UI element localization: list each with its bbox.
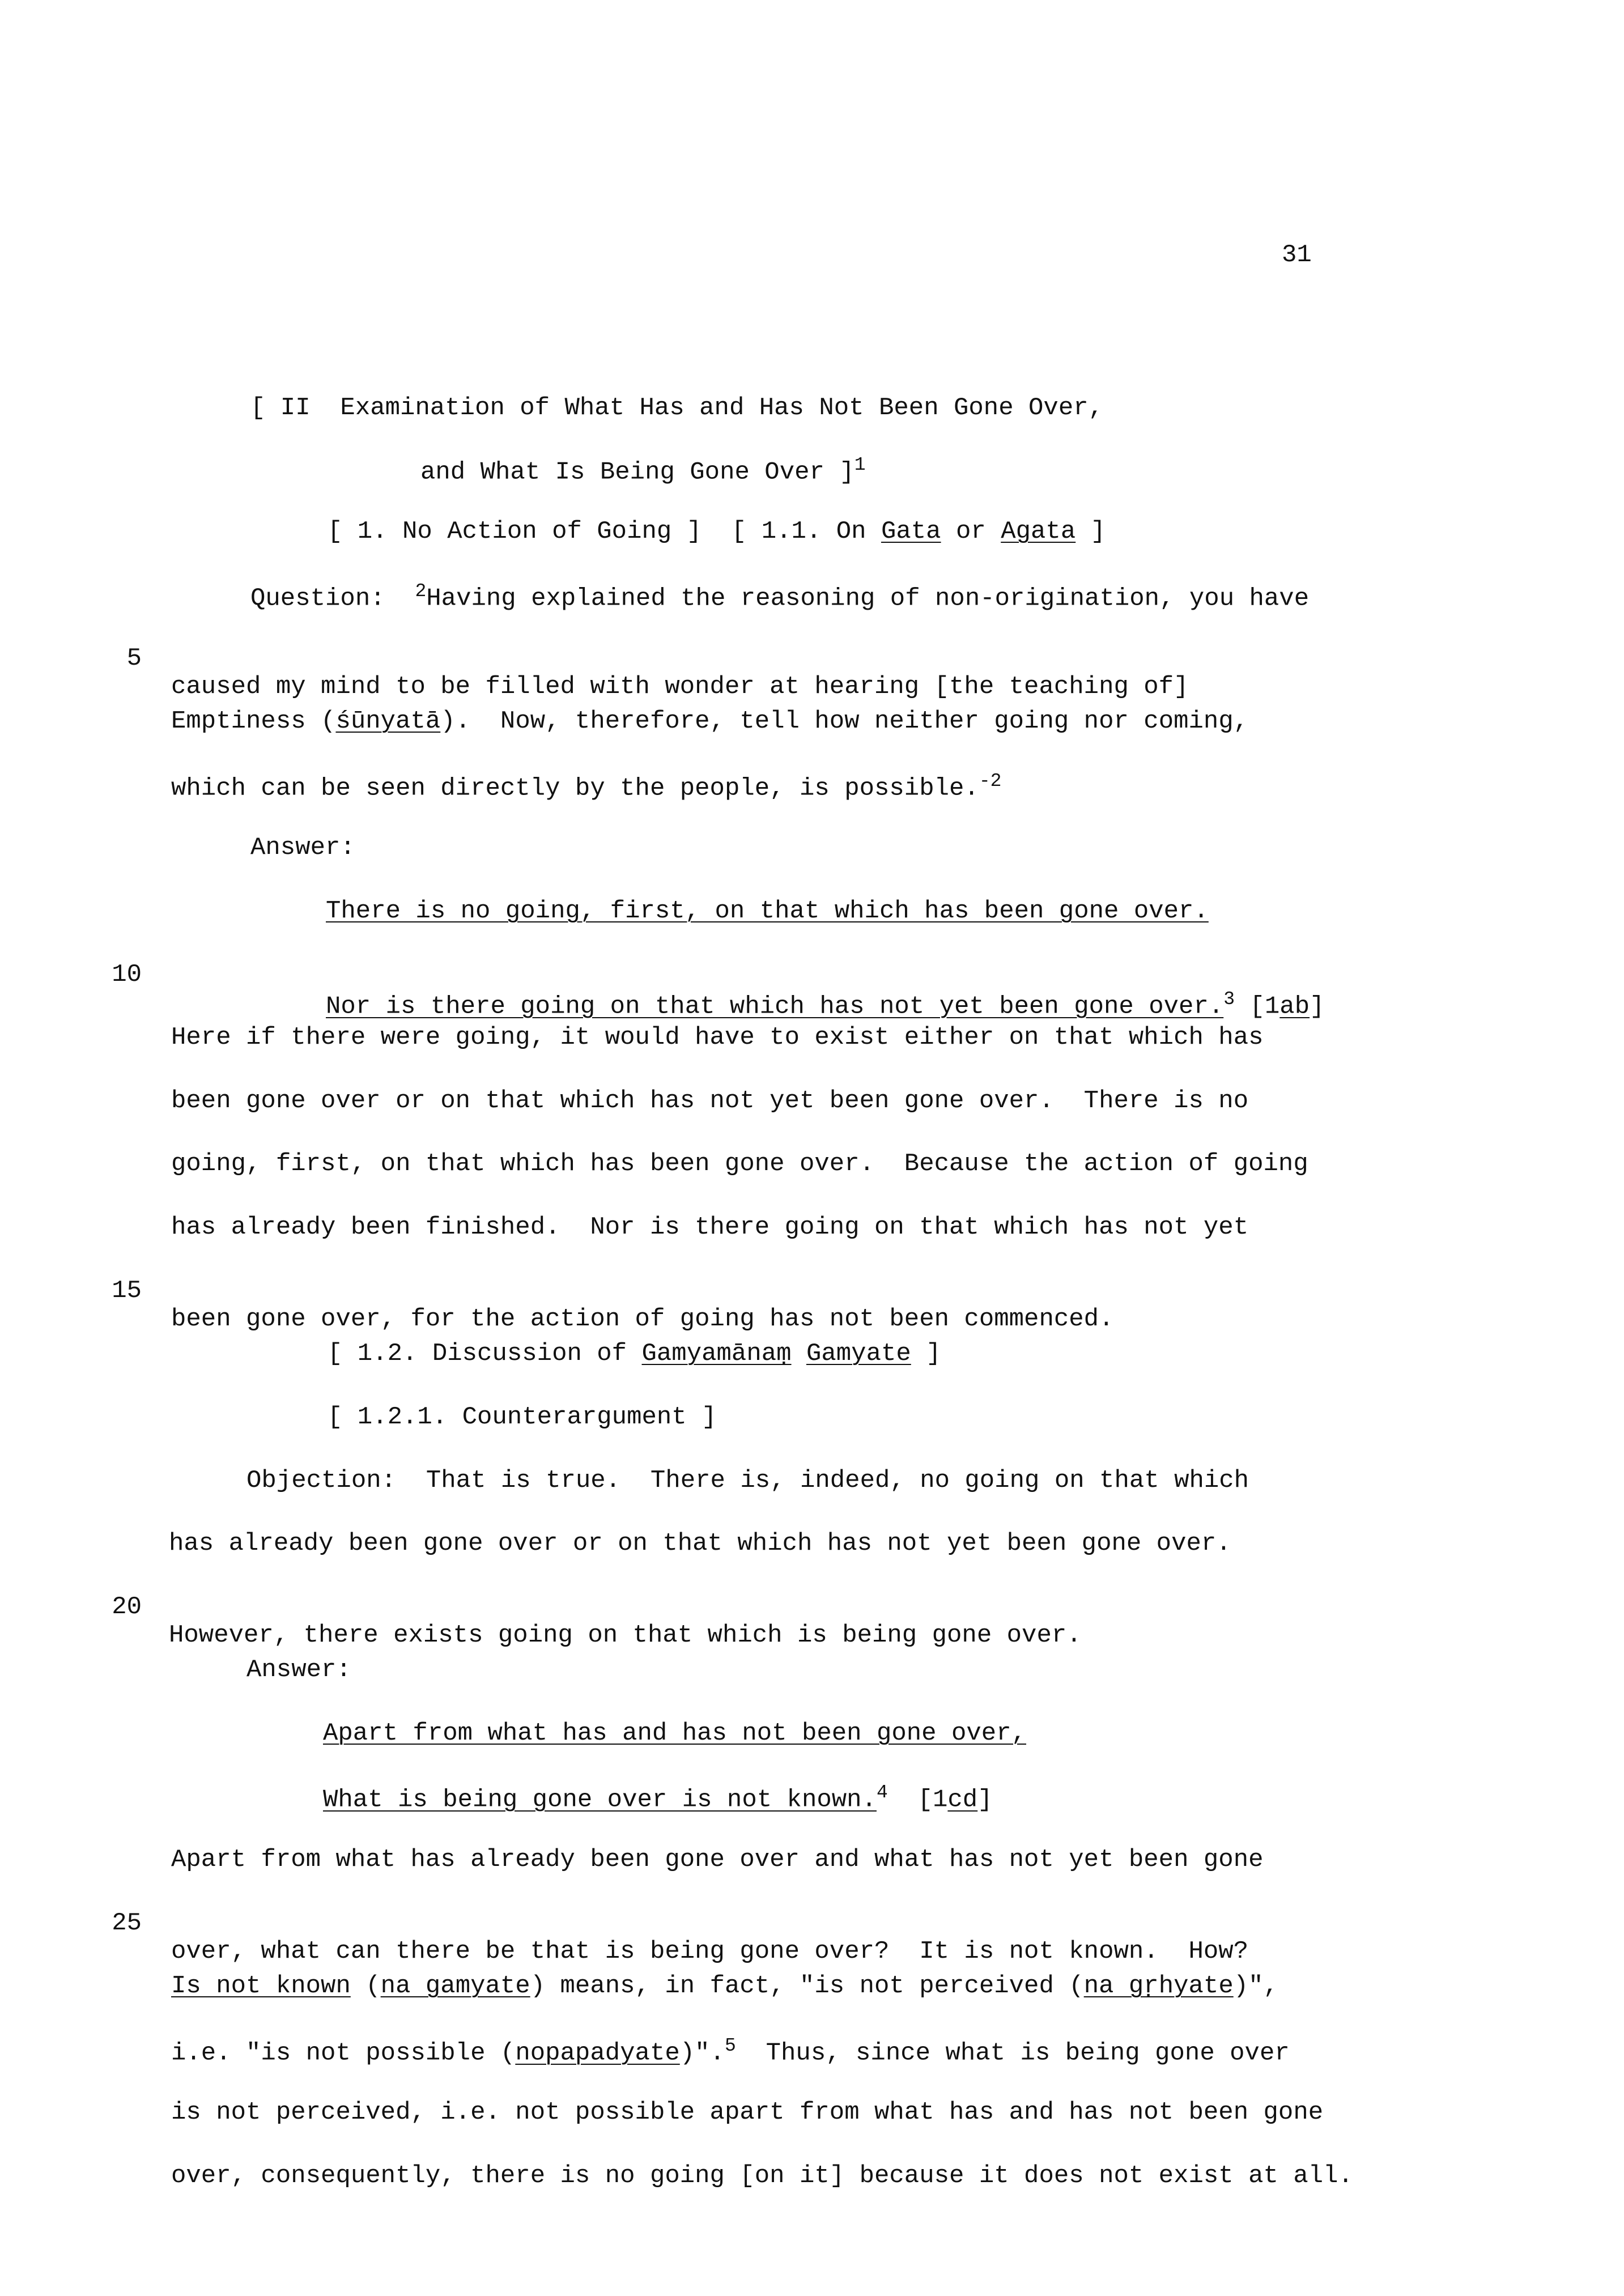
footnote-ref-3: 3 (1223, 989, 1235, 1010)
passage-mark-end: -2 (979, 771, 1002, 792)
term-is-not-known: Is not known (171, 1972, 351, 2000)
footnote-ref-5: 5 (724, 2035, 736, 2056)
text-line: 5 caused my mind to be filled with wonder at hearing [the teaching of] (0, 616, 1624, 729)
text-line: over, consequently, there is no going [on it] because it does not exist at all. (171, 2162, 1353, 2190)
term-gata: Gata (881, 517, 941, 546)
page-number: 31 (1282, 241, 1312, 269)
text-line: been gone over or on that which has not yet been gone over. There is no (171, 1087, 1249, 1115)
term-gamyate: Gamyate (806, 1340, 911, 1368)
verse-2b: What is being gone over is not known. (323, 1785, 877, 1814)
term-na-grhyate: na gṛhyate (1083, 1972, 1234, 2000)
line-number: 25 (112, 1909, 142, 1937)
footnote-ref-1: 1 (854, 454, 866, 475)
verse-line: 10 Nor is there going on that which has not yet been gone over.$^3$ [1ab] (0, 932, 1624, 1045)
verse-line: What is being gone over is not known.$^4$ [1cd] (323, 1782, 993, 1814)
text-line: Emptiness (śūnyatā). Now, therefore, tell how neither going nor coming, (171, 707, 1249, 735)
subheading-1: [ 1. No Action of Going ] [ 1.1. On Gata or Agata ] (328, 517, 1106, 546)
text-line: going, first, on that which has been gone over. Because the action of going (171, 1150, 1308, 1178)
text-line: has already been gone over or on that which has not yet been gone over. (169, 1529, 1231, 1558)
heading-line-2: and What Is Being Gone Over ] (420, 458, 854, 487)
footnote-ref-4: 4 (876, 1782, 888, 1803)
text-line: Apart from what has already been gone over and what has not yet been gone (171, 1846, 1264, 1874)
text-line: 20 However, there exists going on that which is being gone over. (0, 1564, 1624, 1678)
verse-1b: Nor is there going on that which has not yet been gone over. (326, 992, 1224, 1021)
subheading-2: [ 1.2. Discussion of Gamyamānaṃ Gamyate ] (328, 1340, 941, 1368)
term-agata: Agata (1001, 517, 1076, 546)
subheading-1-text: [ 1. No Action of Going ] [ 1.1. On (328, 517, 881, 546)
line-number: 5 (126, 644, 142, 673)
line-number: 20 (112, 1593, 142, 1621)
heading-line-1: [ II Examination of What Has and Has Not Been Gone Over, (250, 394, 1104, 422)
subheading-3: [ 1.2.1. Counterargument ] (328, 1403, 717, 1431)
text-line: 25 over, what can there be that is being gone over? It is not known. How? (0, 1881, 1624, 1994)
term-sunyata: śūnyatā (335, 707, 441, 735)
text-line: has already been finished. Nor is there going on that which has not yet (171, 1213, 1249, 1241)
line-number: 15 (112, 1277, 142, 1305)
verse-2a: Apart from what has and has not been gone over, (323, 1719, 1027, 1747)
answer-label: Answer: (250, 834, 355, 862)
answer-label: Answer: (246, 1656, 351, 1684)
term-na-gamyate: na gamyate (380, 1972, 530, 2000)
text-line: i.e. "is not possible (nopapadyate)".$^5$ Thus, since what is being gone over (171, 2035, 1290, 2068)
text-line: Here if there were going, it would have to exist either on that which has (171, 1023, 1264, 1052)
passage-mark-start: 2 (415, 581, 427, 602)
verse-1a: There is no going, first, on that which has been gone over. (326, 897, 1209, 925)
term-nopapadyate: nopapadyate (515, 2039, 680, 2068)
term-gamyamanam: Gamyamānaṃ (641, 1340, 792, 1368)
text-line: which can be seen directly by the people, is possible.$^{-2}$ (171, 771, 1002, 803)
objection-line: Objection: That is true. There is, indeed, no going on that which (246, 1466, 1249, 1495)
text-line: Is not known (na gamyate) means, in fact, "is not perceived (na gṛhyate)", (171, 1972, 1278, 2000)
text-line: is not perceived, i.e. not possible apart from what has and has not been gone (171, 2098, 1324, 2127)
question-label: Question: (250, 584, 415, 613)
text-line: 15 been gone over, for the action of going has not been commenced. (0, 1248, 1624, 1362)
line-number: 10 (112, 960, 142, 989)
question-text: Having explained the reasoning of non-origination, you have (426, 584, 1310, 613)
